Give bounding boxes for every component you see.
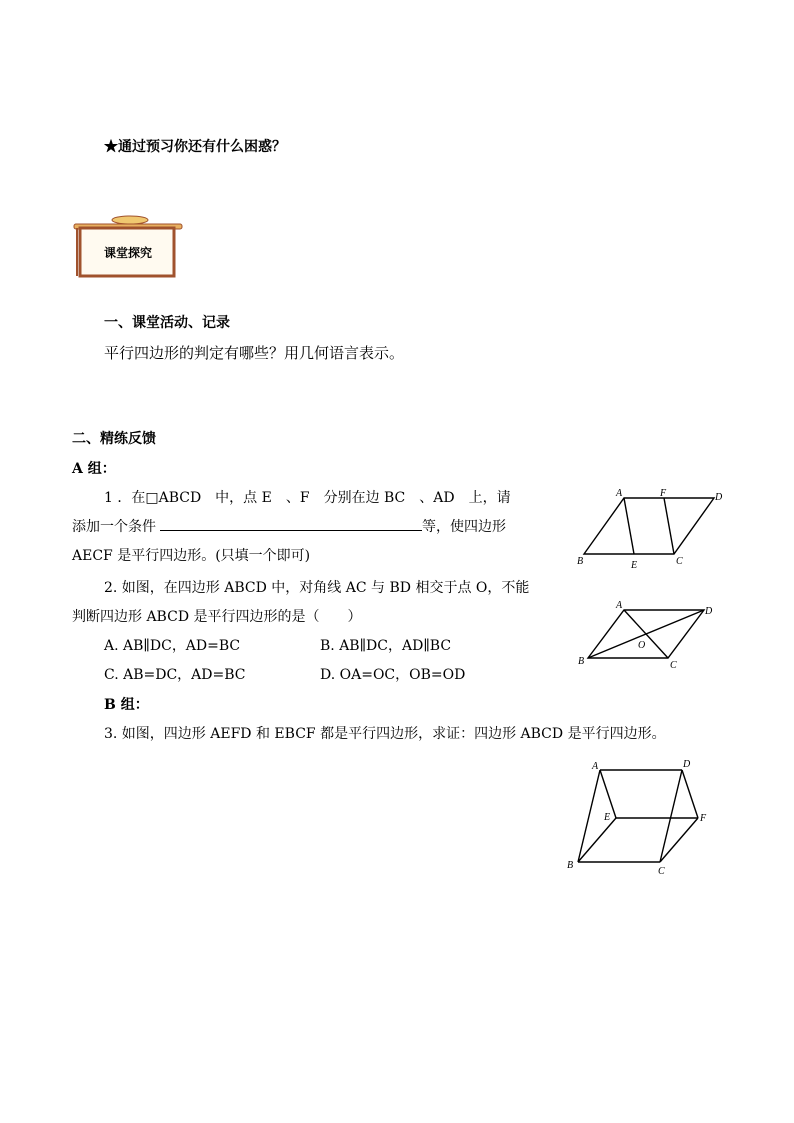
fig1-label-f: F xyxy=(660,488,667,499)
fig1-label-e: E xyxy=(631,560,638,571)
scroll-banner xyxy=(72,214,184,278)
fig1-label-c: C xyxy=(676,556,683,567)
group-b-label: B 组： xyxy=(104,697,149,713)
figure-parallelogram-aecf xyxy=(572,486,732,572)
fig3-segment-ae xyxy=(600,770,616,818)
group-a-label: A 组： xyxy=(72,461,116,477)
section1-prompt: 平行四边形的判定有哪些？用几何语言表示。 xyxy=(104,344,405,362)
q1-line2-before: 添加一个条件 xyxy=(72,519,156,535)
q2-line1: 2. 如图，在四边形 ABCD 中，对角线 AC 与 BD 相交于点 O，不能 xyxy=(104,580,530,596)
fig1-abcd-outline xyxy=(584,498,714,554)
section2-heading: 二、精练反馈 xyxy=(72,431,156,447)
fig2-label-c: C xyxy=(670,660,677,671)
q2-line2: 判断四边形 ABCD 是平行四边形的是（ ） xyxy=(72,609,362,625)
q3-text: 3. 如图，四边形 AEFD 和 EBCF 都是平行四边形，求证：四边形 ABCD 是平行四边形。 xyxy=(104,726,666,742)
q2-option-b: B. AB∥DC，AD∥BC xyxy=(320,638,452,654)
q2-option-a: A. AB∥DC，AD=BC xyxy=(104,638,241,654)
fig3-label-b: B xyxy=(567,860,574,871)
fig1-segment-fc xyxy=(664,498,674,554)
fig2-label-a: A xyxy=(616,600,623,611)
q1-line1: 1 ．在□ABCD 中，点 E 、F 分别在边 BC 、AD 上，请 xyxy=(104,490,511,506)
fig3-label-d: D xyxy=(683,759,691,770)
section1-heading: 一、课堂活动、记录 xyxy=(104,315,230,331)
figure-parallelogram-diagonals xyxy=(572,598,732,678)
fig1-label-d: D xyxy=(715,492,723,503)
q1-answer-blank[interactable] xyxy=(160,516,422,531)
q1-line2 xyxy=(72,516,506,536)
fig2-label-b: B xyxy=(578,656,585,667)
q1-line2-after: 等，使四边形 xyxy=(422,519,506,535)
preview-question: ★通过预习你还有什么困惑？ xyxy=(104,139,286,155)
q2-option-c: C. AB=DC，AD=BC xyxy=(104,667,246,683)
fig3-segment-df xyxy=(682,770,698,818)
fig2-label-d: D xyxy=(705,606,713,617)
fig2-label-o: O xyxy=(638,640,646,651)
fig3-label-c: C xyxy=(658,866,665,877)
figure-prism-abcdef xyxy=(562,756,722,878)
fig3-label-e: E xyxy=(604,812,611,823)
q1-line3: AECF 是平行四边形。(只填一个即可) xyxy=(72,548,311,564)
banner-label: 课堂探究 xyxy=(103,246,152,260)
fig1-label-a: A xyxy=(616,488,623,499)
fig1-label-b: B xyxy=(577,556,584,567)
fig3-label-f: F xyxy=(700,813,707,824)
q2-option-d: D. OA=OC，OB=OD xyxy=(320,667,466,683)
fig1-segment-ae xyxy=(624,498,634,554)
fig3-label-a: A xyxy=(592,761,599,772)
